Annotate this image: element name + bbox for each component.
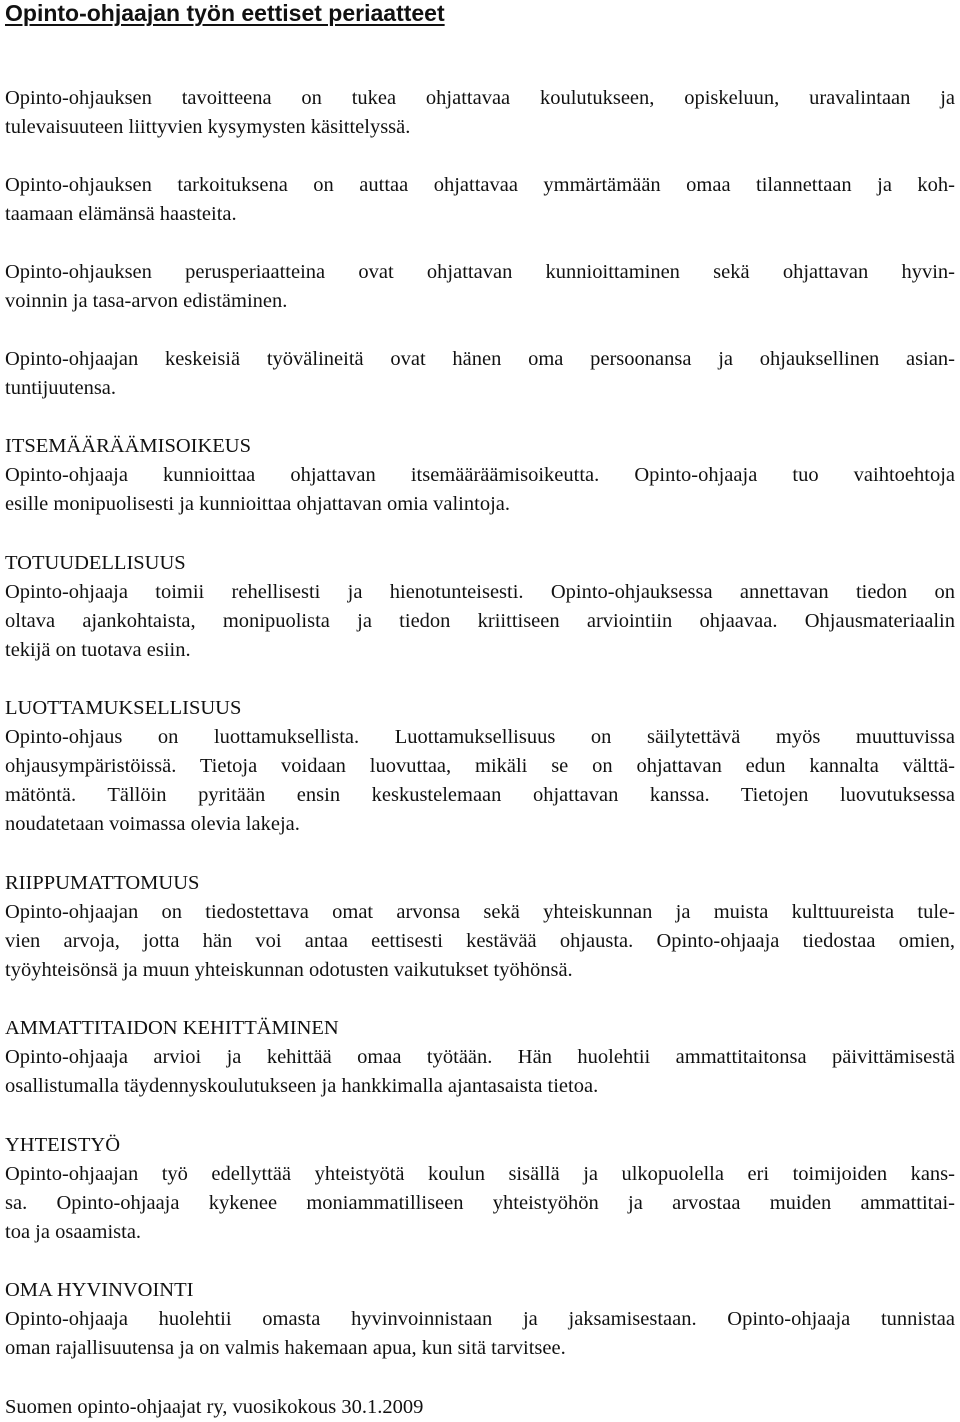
section-line: oltava ajankohtaista, monipuolista ja tiedon kriittiseen arviointiin ohjaavaa. Ohjausmateriaalin (5, 610, 955, 632)
paragraph-line: voinnin ja tasa-arvon edistäminen. (5, 290, 288, 312)
section-heading: AMMATTITAIDON KEHITTÄMINEN (5, 1017, 339, 1039)
paragraph-line: Opinto-ohjauksen perusperiaatteina ovat ohjattavan kunnioittaminen sekä ohjattavan hyvin- (5, 261, 955, 283)
section-heading: RIIPPUMATTOMUUS (5, 872, 200, 894)
intro-paragraph-1 (5, 84, 955, 142)
section-totuudellisuus (5, 549, 955, 665)
section-luottamuksellisuus (5, 694, 955, 839)
section-itsemaaraamisoikeus (5, 432, 955, 519)
section-heading: LUOTTAMUKSELLISUUS (5, 697, 242, 719)
section-heading: YHTEISTYÖ (5, 1134, 121, 1156)
section-ammattitaidon-kehittaminen (5, 1014, 955, 1101)
section-oma-hyvinvointi (5, 1276, 955, 1363)
document-footer: Suomen opinto-ohjaajat ry, vuosikokous 30.1.2009 (5, 1396, 424, 1418)
section-line: mätöntä. Tällöin pyritään ensin keskustelemaan ohjattavan kanssa. Tietojen luovutuksessa (5, 784, 955, 806)
section-heading: TOTUUDELLISUUS (5, 552, 186, 574)
intro-paragraph-4 (5, 345, 955, 403)
section-line: Opinto-ohjaaja kunnioittaa ohjattavan itsemääräämisoikeutta. Opinto-ohjaaja tuo vaihtoehtoja (5, 464, 955, 486)
section-line: Opinto-ohjaus on luottamuksellista. Luottamuksellisuus on säilytettävä myös muuttuvissa (5, 726, 955, 748)
section-line: Opinto-ohjaaja arvioi ja kehittää omaa työtään. Hän huolehtii ammattitaitonsa päivittämisestä (5, 1046, 955, 1068)
paragraph-line: Opinto-ohjauksen tavoitteena on tukea ohjattavaa koulutukseen, opiskeluun, uravalintaan ja (5, 87, 955, 109)
section-line: tekijä on tuotava esiin. (5, 639, 191, 661)
section-line: vien arvoja, jotta hän voi antaa eettisesti kestävää ohjausta. Opinto-ohjaaja tiedostaa omien, (5, 930, 955, 952)
paragraph-line: tuntijuutensa. (5, 377, 117, 399)
section-line: toa ja osaamista. (5, 1221, 142, 1243)
section-line: sa. Opinto-ohjaaja kykenee moniammatilliseen yhteistyöhön ja arvostaa muiden ammattitai- (5, 1192, 955, 1214)
section-line: Opinto-ohjaajan työ edellyttää yhteistyötä koulun sisällä ja ulkopuolella eri toimijoiden kans- (5, 1163, 955, 1185)
section-line: Opinto-ohjaaja toimii rehellisesti ja hienotunteisesti. Opinto-ohjauksessa annettavan tiedon on (5, 581, 955, 603)
section-line: noudatetaan voimassa olevia lakeja. (5, 813, 300, 835)
paragraph-line: taamaan elämänsä haasteita. (5, 203, 237, 225)
intro-paragraph-3 (5, 258, 955, 316)
section-line: työyhteisönsä ja muun yhteiskunnan odotusten vaikutukset työhönsä. (5, 959, 573, 981)
section-line: Opinto-ohjaajan on tiedostettava omat arvonsa sekä yhteiskunnan ja muista kulttuureista tule- (5, 901, 955, 923)
intro-paragraph-2 (5, 171, 955, 229)
paragraph-line: Opinto-ohjauksen tarkoituksena on auttaa ohjattavaa ymmärtämään omaa tilannettaan ja koh- (5, 174, 955, 196)
section-heading: OMA HYVINVOINTI (5, 1279, 194, 1301)
document-title: Opinto-ohjaajan työn eettiset periaatteet (5, 0, 445, 26)
section-line: ohjausympäristöissä. Tietoja voidaan luovuttaa, mikäli se on ohjattavan edun kannalta välttä- (5, 755, 955, 777)
section-yhteistyo (5, 1131, 955, 1247)
section-line: esille monipuolisesti ja kunnioittaa ohjattavan omia valintoja. (5, 493, 510, 515)
section-line: oman rajallisuutensa ja on valmis hakemaan apua, kun sitä tarvitsee. (5, 1337, 566, 1359)
paragraph-line: Opinto-ohjaajan keskeisiä työvälineitä ovat hänen oma persoonansa ja ohjauksellinen asian- (5, 348, 955, 370)
section-heading: ITSEMÄÄRÄÄMISOIKEUS (5, 435, 252, 457)
section-line: Opinto-ohjaaja huolehtii omasta hyvinvoinnistaan ja jaksamisestaan. Opinto-ohjaaja tunnistaa (5, 1308, 955, 1330)
paragraph-line: tulevaisuuteen liittyvien kysymysten käsittelyssä. (5, 116, 411, 138)
section-riippumattomuus (5, 869, 955, 985)
section-line: osallistumalla täydennyskoulutukseen ja hankkimalla ajantasaista tietoa. (5, 1075, 599, 1097)
